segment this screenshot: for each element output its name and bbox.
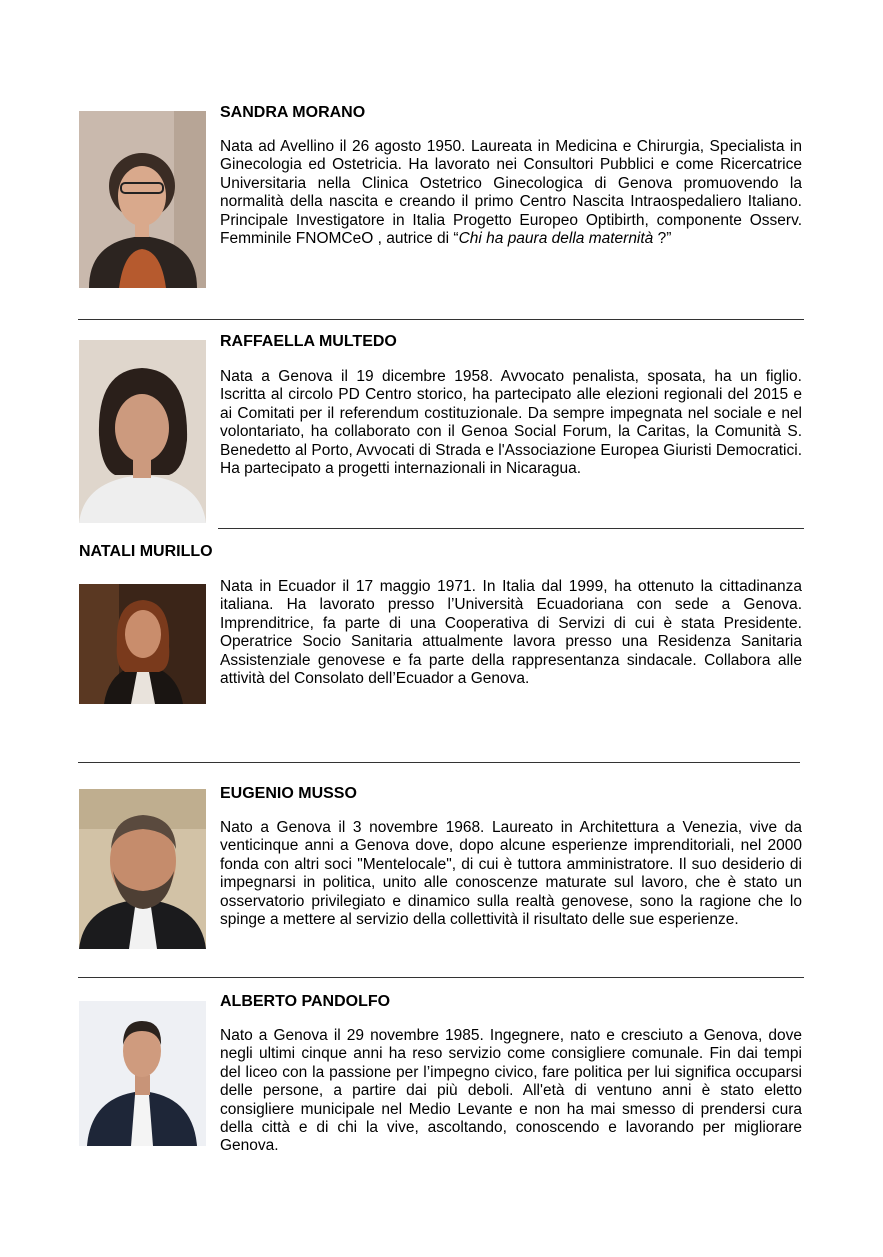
- candidate-name: ALBERTO PANDOLFO: [220, 993, 391, 1010]
- candidate-name: SANDRA MORANO: [220, 104, 366, 121]
- book-title: Chi ha paura della maternità: [458, 230, 654, 248]
- candidate-photo: [79, 789, 206, 949]
- candidate-name: NATALI MURILLO: [79, 543, 213, 560]
- candidate-bio: Nata in Ecuador il 17 maggio 1971. In Italia dal 1999, ha ottenuto la cittadinanza italiana. Ha lavorato presso l’Università Ecuadoriana con sede a Genova. Imprenditrice, fa parte di una Cooperativa di Servizi di cui è stata Presidente. Operatrice Socio Sanitaria attualmente lavora presso una Residenza Sanitaria Assistenziale genovese e fa parte della rappresentanza sindacale. Collabora alle attività del Consolato dell’Ecuador a Genova.: [220, 578, 802, 688]
- candidate-name: EUGENIO MUSSO: [220, 785, 357, 802]
- candidate-photo: [79, 340, 206, 523]
- section-divider: [78, 977, 804, 978]
- candidate-bio: Nata ad Avellino il 26 agosto 1950. Laureata in Medicina e Chirurgia, Specialista in Ginecologia ed Ostetricia. Ha lavorato nei Consultori Pubblici e come Ricercatrice Universitaria nella Clinica Ostetrico Ginecologica di Genova promuovendo la normalità della nascita e creando il primo Centro Nascita Intraospedaliero Italiano. Principale Investigatore in Italia Progetto Europeo Optibirth, componente Osserv. Femminile FNOMCeO , autrice di “Chi ha paura della maternità ?”: [220, 138, 802, 248]
- candidate-name: RAFFAELLA MULTEDO: [220, 333, 397, 350]
- candidate-bio: Nata a Genova il 19 dicembre 1958. Avvocato penalista, sposata, ha un figlio. Iscritta al circolo PD Centro storico, ha partecipato alle elezioni regionali del 2015 e ai Comitati per il referendum costituzionale. Da sempre impegnata nel sociale e nel volontariato, ha collaborato con il Genoa Social Forum, la Caritas, la Comunità S. Benedetto al Porto, Avvocati di Strada e l'Associazione Europea Giuristi Democratici. Ha partecipato a progetti internazionali in Nicaragua.: [220, 368, 802, 478]
- section-divider: [78, 762, 800, 763]
- candidate-photo: [79, 584, 206, 704]
- candidate-bio: Nato a Genova il 29 novembre 1985. Ingegnere, nato e cresciuto a Genova, dove negli ultimi cinque anni ha reso servizio come consigliere comunale. Fin dai tempi del liceo con la passione per l’impegno civico, fare politica per lui significa occuparsi delle persone, a partire dai più deboli. All'età di ventuno anni è stato eletto consigliere municipale nel Medio Levante e non ha mai smesso di prendersi cura della città e di chi la vive, ascoltando, conoscendo e lavorando per migliorare Genova.: [220, 1027, 802, 1155]
- candidate-photo: [79, 111, 206, 288]
- section-divider: [78, 319, 804, 320]
- candidate-bio: Nato a Genova il 3 novembre 1968. Laureato in Architettura a Venezia, vive da venticinque anni a Genova dove, dopo alcune esperienze imprenditoriali, nel 2000 fonda con altri soci "Mentelocale", di cui è tuttora amministratore. Il suo desiderio di impegnarsi in politica, unito alle conoscenze maturate sul lavoro, che è stato un osservatorio privilegiato e dinamico sulla realtà genovese, sono la ragione che lo spinge a mettere al servizio della collettività il risultato delle sue esperienze.: [220, 819, 802, 929]
- candidate-photo: [79, 1001, 206, 1146]
- section-divider: [218, 528, 804, 529]
